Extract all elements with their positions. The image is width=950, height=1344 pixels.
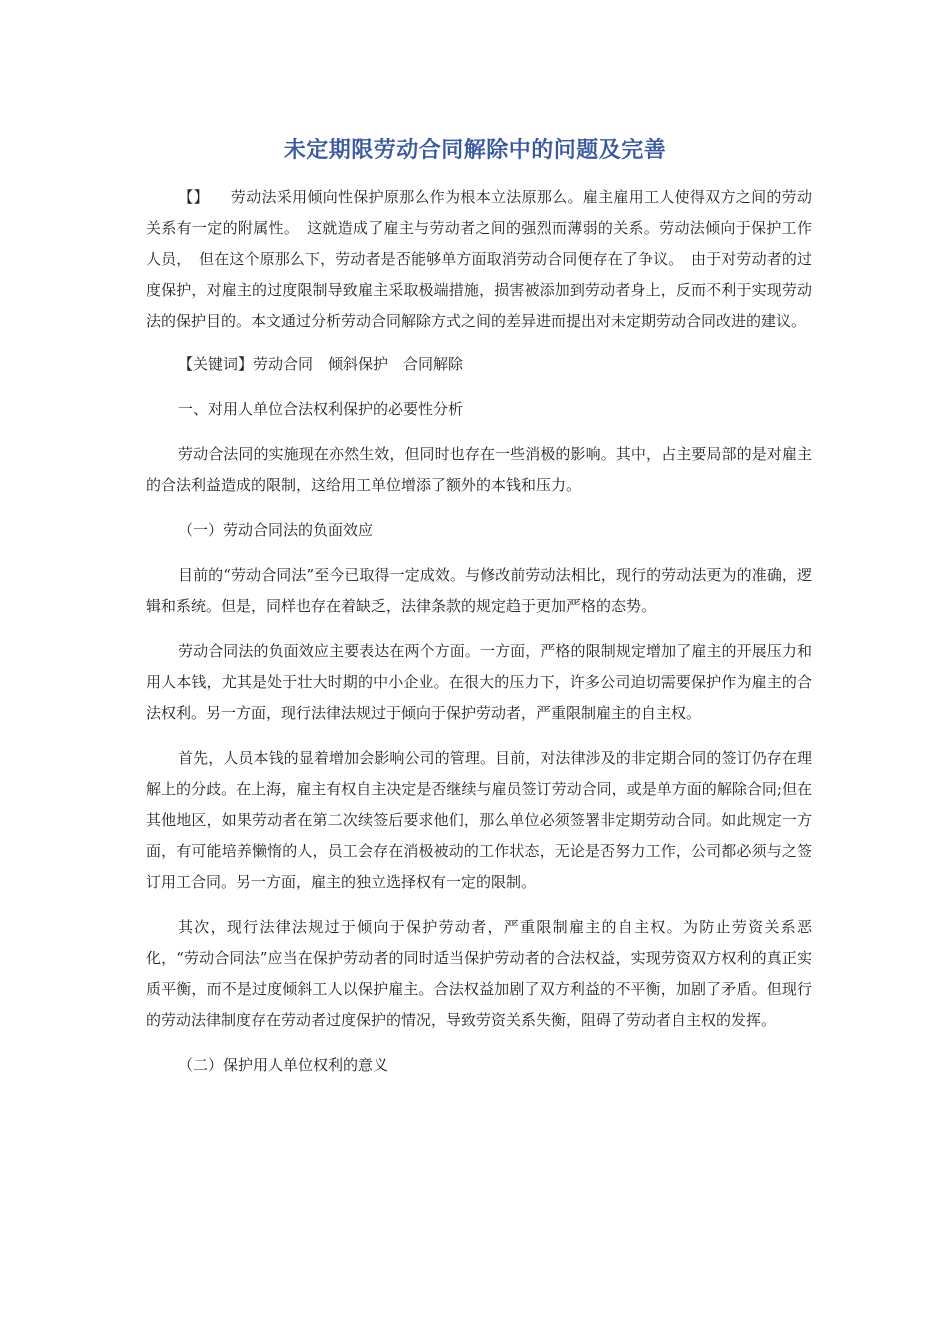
keywords-line: 【关键词】劳动合同 倾斜保护 合同解除: [178, 355, 464, 373]
body-paragraph-1: 劳动合法同的实施现在亦然生效，但同时也存在一些消极的影响。其中，占主要局部的是对雇主的合法利益造成的限制，这给用工单位增添了额外的本钱和压力。: [146, 445, 812, 494]
document-body: [146, 182, 812, 1095]
abstract-text: 劳动法采用倾向性保护原那么作为根本立法原那么。雇主雇用工人使得双方之间的劳动关系有一定的附属性。 这就造成了雇主与劳动者之间的强烈而薄弱的关系。劳动法倾向于保护工作人员， 但在这个原那么下，劳动者是否能够单方面取消劳动合同便存在了争议。 由于对劳动者的过度保护，对雇主的过度限制导致雇主采取极端措施，损害被添加到劳动者身上，反而不利于实现劳动法的保护目的。本文通过分析劳动合同解除方式之间的差异进而提出对未定期劳动合同改进的建议。: [146, 188, 812, 330]
body-paragraph-5: 其次，现行法律法规过于倾向于保护劳动者，严重限制雇主的自主权。为防止劳资关系恶化，“劳动合同法”应当在保护劳动者的同时适当保护劳动者的合法权益，实现劳资双方权利的真正实质平衡，而不是过度倾斜工人以保护雇主。合法权益加剧了双方利益的不平衡，加剧了矛盾。但现行的劳动法律制度存在劳动者过度保护的情况，导致劳资关系失衡，阻碍了劳动者自主权的发挥。: [146, 918, 812, 1029]
body-paragraph-4: 首先，人员本钱的显着增加会影响公司的管理。目前，对法律涉及的非定期合同的签订仍存在理解上的分歧。在上海，雇主有权自主决定是否继续与雇员签订劳动合同，或是单方面的解除合同;但在其他地区，如果劳动者在第二次续签后要求他们，那么单位必须签署非定期劳动合同。如此规定一方面，有可能培养懒惰的人，员工会存在消极被动的工作状态，无论是否努力工作，公司都必须与之签订用工合同。另一方面，雇主的独立选择权有一定的限制。: [146, 749, 812, 891]
subsection-heading-1: （一）劳动合同法的负面效应: [178, 521, 374, 539]
subsection-heading-2: （二）保护用人单位权利的意义: [178, 1056, 389, 1074]
body-paragraph-3: 劳动合同法的负面效应主要表达在两个方面。一方面，严格的限制规定增加了雇主的开展压力和用人本钱，尤其是处于壮大时期的中小企业。在很大的压力下，许多公司迫切需要保护作为雇主的合法权利。另一方面，现行法律法规过于倾向于保护劳动者，严重限制雇主的自主权。: [146, 642, 812, 722]
abstract-paragraph: [146, 182, 812, 337]
section-heading-1: 一、对用人单位合法权利保护的必要性分析: [178, 400, 464, 418]
abstract-bracket: 【】: [178, 188, 209, 206]
body-paragraph-2: 目前的“劳动合同法”至今已取得一定成效。与修改前劳动法相比，现行的劳动法更为的准确，逻辑和系统。但是，同样也存在着缺乏，法律条款的规定趋于更加严格的态势。: [146, 566, 812, 615]
document-title: 未定期限劳动合同解除中的问题及完善: [283, 138, 667, 163]
